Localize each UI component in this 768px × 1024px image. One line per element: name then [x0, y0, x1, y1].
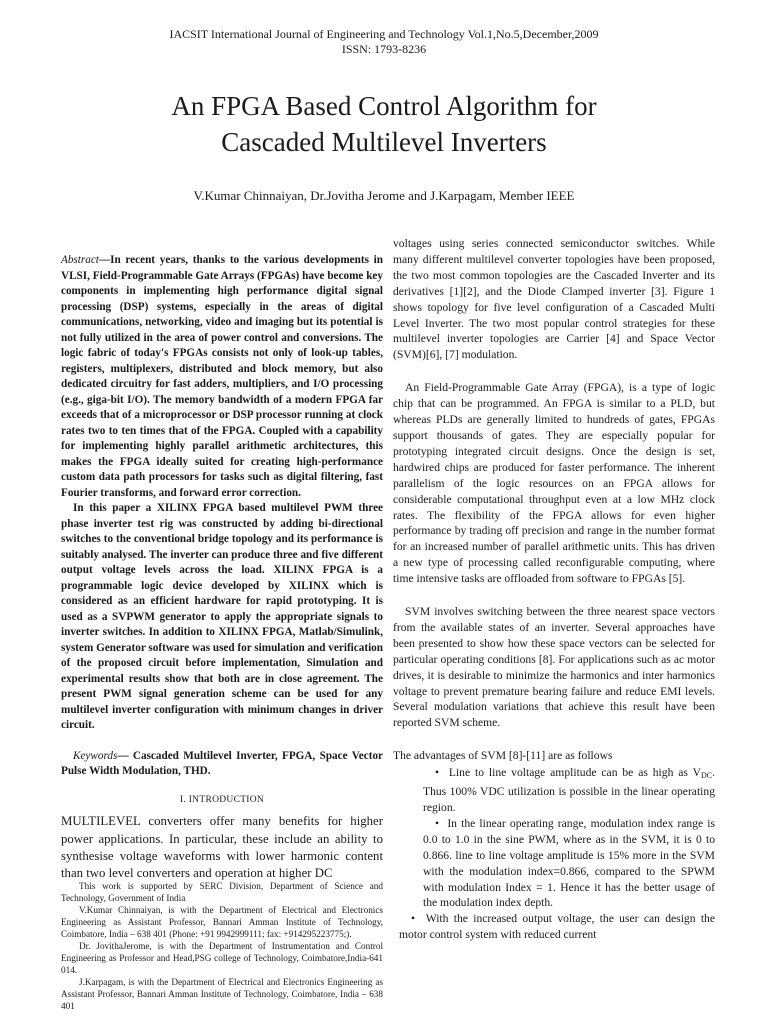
advantages-list [393, 765, 715, 943]
footnote-author-3: J.Karpagam, is with the Department of Electrical and Electronics Engineering as Assistant Professor, Bannari Amman Institute of Technology, Coimbatore, India – 638 401 [61, 977, 383, 1011]
right-column [393, 236, 715, 943]
body-paragraph-fpga: An Field-Programmable Gate Array (FPGA), is a type of logic chip that can be programmed. An FPGA is similar to a PLD, but whereas PLDs are generally limited to hundreds of gates, FPGAs support thousands of gates. They are especially popular for prototyping integrated circuit designs. Once the design is set, hardwired chips are produced for faster performance. The inherent parallelism of the logic resources on an FPGA allows for considerable computational throughput even at a low MHz clock rates. The flexibility of the FPGA allows for even higher performance by trading off precision and range in the number format for an increased number of parallel arithmetic units. This has driven a new type of processing called reconfigurable computing, where time intensive tasks are offloaded from software to FPGAs [5]. [393, 381, 715, 586]
footnotes [61, 880, 383, 1012]
advantages-heading: The advantages of SVM [8]-[11] are as follows [393, 749, 613, 763]
left-column [61, 253, 383, 882]
list-item-text: Line to line voltage amplitude can be as high as V [448, 766, 701, 780]
title-line-2: Cascaded Multilevel Inverters [221, 127, 547, 157]
title-line-1: An FPGA Based Control Algorithm for [171, 91, 597, 121]
footnote-author-1: V.Kumar Chinnaiyan, is with the Department of Electrical and Electronics Engineering as Assistant Professor, Bannari Amman Institute of Technology, Coimbatore, India – 638 401 (Phone: +91 9942999111; fax: +914295223775;). [61, 905, 383, 939]
list-item [393, 816, 715, 911]
list-item-text: With the increased output voltage, the user can design the motor control system with reduced current [399, 912, 715, 942]
issn-line: ISSN: 1793-8236 [341, 42, 427, 56]
keywords [61, 749, 383, 780]
keywords-label: Keywords [73, 749, 118, 762]
body-paragraph-topologies: voltages using series connected semiconductor switches. While many different multilevel converter topologies have been proposed, the two most common topologies are the Cascaded Inverter and its derivatives [1][2], and the Diode Clamped inverter [3]. Figure 1 shows topology for five level configuration of a Cascaded Multi Level Inverter. The two most popular control strategies for these multilevel inverter topologies are Carrier [4] and Space Vector (SVM)[6], [7] modulation. [393, 237, 715, 362]
abstract-paragraph-1 [61, 253, 383, 501]
list-item [393, 911, 715, 943]
body-paragraph-svm: SVM involves switching between the three nearest space vectors from the available states of an inverter. Several approaches have been presented to show how these space vectors can be selected for particular operating conditions [8]. For applications such as ac motor drives, it is desirable to minimize the harmonics and inter harmonics voltage to prevent premature bearing failure and reduce EMI levels. Several modulation variations that achieve this result have been reported SVM scheme. [393, 605, 715, 730]
abstract-label: Abstract [61, 254, 99, 266]
journal-header: IACSIT International Journal of Engineering and Technology Vol.1,No.5,December,2009 [169, 27, 599, 41]
author-line: V.Kumar Chinnaiyan, Dr.Jovitha Jerome and J.Karpagam, Member IEEE [193, 188, 575, 203]
list-item [393, 765, 715, 816]
subscript-dc: DC [700, 771, 713, 781]
footnote-author-2: Dr. JovithaJerome, is with the Department of Instrumentation and Control Engineering as Professor and Head,PSG college of Technology, Coimbatore,India-641 014. [61, 941, 383, 975]
bullet-icon: • [435, 816, 440, 830]
abstract-text-1: —In recent years, thanks to the various developments in VLSI, Field-Programmable Gate Arrays (FPGAs) have become key components in implementing high performance digital signal processing (DSP) systems, especially in the areas of digital communications, networking, video and imaging but its potential is not fully utilized in the area of power control and conversions. The logic fabric of today's FPGAs consists not only of look-up tables, registers, multiplexers, distributed and block memory, but also dedicated circuitry for fast adders, multipliers, and I/O processing (e.g., giga-bit I/O). The memory bandwidth of a modern FPGA far exceeds that of a microprocessor or DSP processor running at clock rates two to ten times that of the FPGA. Coupled with a capability for implementing highly parallel arithmetic architectures, this makes the FPGA ideally suited for creating high-performance custom data path processors for tasks such as digital filtering, fast Fourier transforms, and forward error correction. [61, 254, 383, 499]
section-heading-introduction: I. INTRODUCTION [179, 794, 265, 805]
introduction-paragraph: MULTILEVEL converters offer many benefits for higher power applications. In particular, these include an ability to synthesise voltage waveforms with lower harmonic content than two level converters and operation at higher DC [61, 814, 383, 881]
list-item-text: In the linear operating range, modulation index range is 0.0 to 1.0 in the sine PWM, where as in the SVM, it is 0 to 0.866. line to line voltage amplitude is 15% more in the SVM with the modulation index=0.866, compared to the SPWM with modulation Index = 1. Hence it has the better usage of the modulation index depth. [423, 816, 715, 910]
abstract-paragraph-2: In this paper a XILINX FPGA based multilevel PWM three phase inverter test rig was constructed by adding bi-directional switches to the conventional bridge topology and its performance is suitably analysed. The inverter can produce three and five different output voltage levels across the load. XILINX FPGA is a programmable logic device developed by XILINX which is considered as an efficient hardware for rapid prototyping. It is used as a SVPWM generator to apply the appropriate signals to inverter switches. In addition to XILINX FPGA, Matlab/Simulink, system Generator software was used for simulation and verification of the proposed circuit before implementation, Simulation and experimental results show that both are in close agreement. The present PWM signal generation scheme can be used for any multilevel inverter configuration with minimum changes in driver circuit. [61, 502, 383, 731]
footnote-funding: This work is supported by SERC Division, Department of Science and Technology, Government of India [61, 881, 383, 903]
paper-title [0, 88, 768, 160]
bullet-icon: • [411, 912, 416, 926]
list-item-text-cont: . Thus 100% VDC utilization is possible in the linear operating region. [423, 766, 716, 814]
keywords-text: — Cascaded Multilevel Inverter, FPGA, Space Vector Pulse Width Modulation, THD. [61, 749, 383, 777]
abstract [61, 253, 383, 734]
bullet-icon: • [435, 766, 440, 780]
